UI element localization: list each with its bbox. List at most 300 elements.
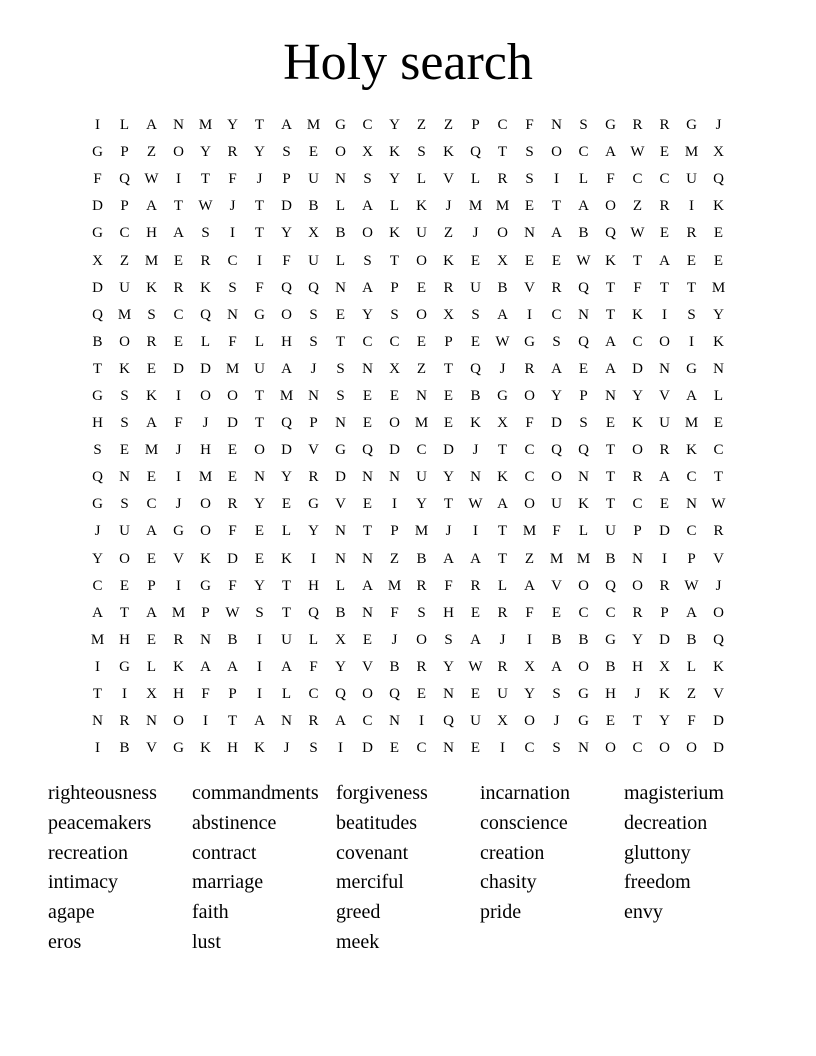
grid-letter: X (335, 631, 346, 648)
grid-letter: N (578, 740, 589, 757)
grid-letter: F (201, 686, 210, 703)
grid-letter: G (335, 442, 346, 459)
grid-letter: N (254, 469, 265, 486)
grid-letter: S (579, 415, 588, 432)
grid-letter: T (659, 279, 670, 296)
grid-letter: L (281, 523, 292, 540)
word-list-item: greed (336, 901, 381, 924)
grid-letter: T (362, 523, 373, 540)
grid-letter: M (171, 604, 186, 621)
grid-letter: N (308, 387, 319, 404)
grid-letter: Z (632, 198, 643, 215)
grid-letter: A (92, 604, 103, 621)
grid-letter: U (659, 415, 670, 432)
grid-letter: A (605, 360, 616, 377)
grid-letter: K (659, 686, 670, 703)
grid-letter: R (173, 631, 184, 648)
grid-letter: H (308, 577, 319, 594)
grid-letter: T (497, 442, 508, 459)
word-list-item: lust (192, 930, 221, 953)
grid-letter: S (687, 306, 696, 323)
grid-letter: F (606, 171, 615, 188)
grid-letter: N (713, 360, 724, 377)
grid-letter: S (525, 171, 534, 188)
grid-letter: H (605, 686, 616, 703)
grid-letter: B (92, 333, 103, 350)
grid-letter: A (362, 279, 373, 296)
grid-letter: G (497, 387, 508, 404)
grid-letter: E (173, 252, 184, 269)
grid-letter: K (200, 740, 211, 757)
grid-letter: G (173, 740, 184, 757)
grid-letter: Y (416, 496, 427, 513)
grid-letter: A (605, 333, 616, 350)
grid-letter: D (632, 360, 643, 377)
grid-letter: T (227, 713, 238, 730)
grid-letter: E (713, 415, 724, 432)
grid-letter: F (228, 577, 237, 594)
grid-letter: A (497, 306, 508, 323)
grid-letter: A (281, 360, 292, 377)
grid-letter: P (687, 550, 696, 567)
grid-letter: I (95, 658, 100, 675)
grid-letter: O (524, 387, 535, 404)
grid-letter: I (689, 198, 694, 215)
grid-letter: K (389, 144, 400, 161)
grid-letter: E (227, 442, 238, 459)
grid-letter: E (605, 713, 616, 730)
grid-letter: E (443, 415, 454, 432)
grid-letter: O (605, 740, 616, 757)
grid-letter: Y (254, 144, 265, 161)
grid-letter: H (146, 225, 157, 242)
grid-letter: N (470, 469, 481, 486)
grid-letter: E (389, 387, 400, 404)
grid-letter: S (228, 279, 237, 296)
word-list-item: abstinence (192, 811, 277, 834)
word-list-item: beatitudes (336, 811, 418, 834)
grid-letter: T (254, 198, 265, 215)
grid-letter: J (472, 442, 479, 459)
grid-letter: L (416, 171, 427, 188)
grid-letter: X (497, 415, 508, 432)
grid-letter: I (230, 225, 235, 242)
grid-letter: A (470, 550, 481, 567)
grid-letter: E (146, 550, 157, 567)
grid-letter: Q (308, 604, 319, 621)
grid-letter: Y (227, 117, 238, 134)
grid-letter: E (605, 415, 616, 432)
grid-letter: L (578, 171, 589, 188)
grid-letter: L (578, 523, 589, 540)
grid-letter: W (468, 496, 483, 513)
grid-letter: T (713, 469, 724, 486)
grid-letter: Q (281, 279, 292, 296)
grid-letter: N (389, 469, 400, 486)
grid-letter: N (362, 469, 373, 486)
grid-letter: R (308, 469, 319, 486)
grid-letter: R (659, 117, 670, 134)
grid-letter: F (255, 279, 264, 296)
grid-letter: G (254, 306, 265, 323)
grid-letter: L (389, 198, 400, 215)
grid-letter: N (659, 360, 670, 377)
grid-letter: U (470, 713, 481, 730)
grid-letter: F (309, 658, 318, 675)
grid-letter: M (684, 415, 699, 432)
grid-letter: A (281, 117, 292, 134)
grid-letter: T (497, 144, 508, 161)
grid-letter: S (552, 740, 561, 757)
grid-letter: M (144, 442, 159, 459)
grid-letter: O (551, 144, 562, 161)
grid-letter: V (551, 577, 562, 594)
grid-letter: B (335, 225, 346, 242)
grid-letter: E (281, 496, 292, 513)
grid-letter: R (686, 225, 697, 242)
grid-letter: C (92, 577, 103, 594)
grid-letter: U (470, 279, 481, 296)
grid-letter: Y (632, 631, 643, 648)
grid-letter: E (524, 198, 535, 215)
grid-letter: B (308, 198, 319, 215)
grid-letter: G (578, 713, 589, 730)
grid-letter: B (578, 225, 589, 242)
grid-letter: S (147, 306, 156, 323)
grid-letter: A (686, 387, 697, 404)
grid-letter: I (527, 306, 532, 323)
grid-letter: R (227, 144, 238, 161)
grid-letter: K (173, 658, 184, 675)
grid-letter: D (227, 415, 238, 432)
grid-letter: E (146, 631, 157, 648)
grid-letter: I (257, 631, 262, 648)
grid-letter: O (632, 442, 643, 459)
grid-letter: I (257, 252, 262, 269)
grid-letter: R (659, 577, 670, 594)
grid-letter: Z (146, 144, 157, 161)
grid-letter: E (443, 387, 454, 404)
grid-letter: H (443, 604, 454, 621)
word-list-item: pride (480, 901, 522, 924)
grid-letter: D (173, 360, 184, 377)
grid-letter: A (470, 631, 481, 648)
grid-letter: N (362, 550, 373, 567)
grid-letter: J (175, 442, 182, 459)
grid-letter: D (335, 469, 346, 486)
grid-letter: X (524, 658, 535, 675)
grid-letter: T (605, 469, 616, 486)
grid-letter: C (578, 604, 589, 621)
grid-letter: G (524, 333, 535, 350)
grid-letter: O (200, 496, 211, 513)
grid-letter: G (335, 117, 346, 134)
grid-letter: I (689, 333, 694, 350)
grid-letter: K (443, 144, 454, 161)
grid-letter: Y (551, 387, 562, 404)
grid-letter: K (389, 225, 400, 242)
word-list-item: contract (192, 841, 257, 864)
grid-letter: Y (659, 713, 670, 730)
grid-letter: D (551, 415, 562, 432)
grid-letter: V (308, 442, 319, 459)
grid-letter: N (362, 604, 373, 621)
grid-letter: X (713, 144, 724, 161)
grid-letter: F (633, 279, 642, 296)
grid-letter: T (632, 252, 643, 269)
grid-letter: E (335, 306, 346, 323)
grid-letter: T (200, 171, 211, 188)
grid-letter: O (173, 144, 184, 161)
grid-letter: G (200, 577, 211, 594)
grid-letter: S (552, 333, 561, 350)
grid-letter: V (659, 387, 670, 404)
grid-letter: I (176, 577, 181, 594)
grid-letter: C (362, 117, 373, 134)
grid-letter: M (144, 252, 159, 269)
word-list-item: forgiveness (336, 782, 428, 804)
grid-letter: K (416, 198, 427, 215)
grid-letter: P (579, 387, 588, 404)
grid-letter: D (713, 740, 724, 757)
grid-letter: M (387, 577, 402, 594)
grid-letter: E (659, 144, 670, 161)
grid-letter: I (554, 171, 559, 188)
grid-letter: Z (524, 550, 535, 567)
grid-letter: A (146, 415, 157, 432)
grid-letter: J (445, 523, 452, 540)
grid-letter: F (525, 117, 534, 134)
grid-letter: J (715, 577, 722, 594)
grid-letter: Y (524, 686, 535, 703)
grid-letter: E (686, 252, 697, 269)
grid-letter: W (144, 171, 159, 188)
grid-letter: B (470, 387, 481, 404)
grid-letter: E (416, 333, 427, 350)
grid-letter: N (443, 740, 454, 757)
grid-letter: E (254, 523, 265, 540)
grid-letter: G (605, 117, 616, 134)
grid-letter: A (551, 658, 562, 675)
grid-letter: S (120, 387, 129, 404)
grid-letter: C (632, 333, 643, 350)
grid-letter: H (281, 333, 292, 350)
grid-letter: B (416, 550, 427, 567)
grid-letter: Y (92, 550, 103, 567)
grid-letter: C (497, 117, 508, 134)
grid-letter: H (173, 686, 184, 703)
grid-letter: N (92, 713, 103, 730)
grid-letter: K (443, 252, 454, 269)
grid-letter: O (227, 387, 238, 404)
grid-letter: T (443, 360, 454, 377)
grid-letter: U (281, 631, 292, 648)
grid-letter: U (308, 252, 319, 269)
grid-letter: E (578, 360, 589, 377)
grid-letter: M (495, 198, 510, 215)
grid-letter: M (414, 415, 429, 432)
grid-letter: T (254, 117, 265, 134)
grid-letter: C (362, 713, 373, 730)
grid-letter: O (254, 442, 265, 459)
grid-letter: T (335, 333, 346, 350)
grid-letter: F (174, 415, 183, 432)
grid-letter: O (497, 225, 508, 242)
grid-letter: Y (362, 306, 373, 323)
grid-letter: H (632, 658, 643, 675)
grid-letter: I (419, 713, 424, 730)
grid-letter: T (92, 686, 103, 703)
grid-letter: R (524, 360, 535, 377)
grid-letter: E (173, 333, 184, 350)
grid-letter: I (95, 740, 100, 757)
grid-letter: C (389, 333, 400, 350)
grid-letter: N (335, 415, 346, 432)
grid-letter: Q (281, 415, 292, 432)
grid-letter: K (605, 252, 616, 269)
grid-letter: O (389, 415, 400, 432)
grid-letter: N (578, 469, 589, 486)
grid-letter: T (254, 387, 265, 404)
grid-letter: A (362, 577, 373, 594)
grid-letter: Z (443, 117, 454, 134)
word-list-item: covenant (336, 841, 409, 864)
grid-letter: R (146, 333, 157, 350)
grid-letter: O (551, 469, 562, 486)
grid-letter: A (254, 713, 265, 730)
grid-letter: K (713, 658, 724, 675)
grid-letter: S (363, 171, 372, 188)
grid-letter: J (634, 686, 641, 703)
grid-letter: P (120, 144, 129, 161)
grid-letter: C (605, 604, 616, 621)
grid-letter: C (362, 333, 373, 350)
word-list-item: meek (336, 930, 380, 953)
grid-letter: R (416, 658, 427, 675)
grid-letter: K (281, 550, 292, 567)
grid-letter: M (306, 117, 321, 134)
grid-letter: O (605, 198, 616, 215)
grid-letter: K (713, 333, 724, 350)
grid-letter: X (443, 306, 454, 323)
grid-letter: G (686, 360, 697, 377)
grid-letter: A (227, 658, 238, 675)
grid-letter: A (173, 225, 184, 242)
grid-letter: O (578, 658, 589, 675)
grid-letter: D (362, 740, 373, 757)
grid-letter: P (633, 523, 642, 540)
grid-letter: I (176, 387, 181, 404)
grid-letter: F (228, 333, 237, 350)
grid-letter: Q (578, 442, 589, 459)
grid-letter: L (335, 577, 346, 594)
grid-letter: F (525, 415, 534, 432)
word-list-item: incarnation (480, 782, 570, 804)
grid-letter: A (659, 252, 670, 269)
grid-letter: N (119, 469, 130, 486)
grid-letter: L (497, 577, 508, 594)
grid-letter: F (390, 604, 399, 621)
grid-letter: M (117, 306, 132, 323)
grid-letter: N (173, 117, 184, 134)
grid-letter: I (338, 740, 343, 757)
grid-letter: P (660, 604, 669, 621)
grid-letter: N (524, 225, 535, 242)
grid-letter: M (414, 523, 429, 540)
grid-letter: Q (578, 279, 589, 296)
grid-letter: P (201, 604, 210, 621)
grid-letter: D (281, 198, 292, 215)
grid-letter: B (578, 631, 589, 648)
grid-letter: I (176, 469, 181, 486)
grid-letter: N (335, 550, 346, 567)
word-list-item: magisterium (624, 782, 724, 804)
grid-letter: Q (443, 713, 454, 730)
grid-letter: Y (308, 523, 319, 540)
grid-letter: S (255, 604, 264, 621)
grid-letter: A (551, 360, 562, 377)
grid-letter: T (497, 550, 508, 567)
grid-letter: K (632, 415, 643, 432)
grid-letter: F (525, 604, 534, 621)
word-list-item: peacemakers (48, 811, 152, 834)
grid-letter: Q (713, 171, 724, 188)
grid-letter: I (392, 496, 397, 513)
grid-letter: N (281, 713, 292, 730)
grid-letter: E (416, 686, 427, 703)
grid-letter: W (630, 144, 645, 161)
grid-letter: M (279, 387, 294, 404)
grid-letter: N (578, 306, 589, 323)
grid-letter: E (713, 225, 724, 242)
grid-letter: K (686, 442, 697, 459)
grid-letter: L (119, 117, 130, 134)
grid-letter: S (363, 252, 372, 269)
grid-letter: W (711, 496, 726, 513)
grid-letter: I (473, 523, 478, 540)
grid-letter: U (416, 469, 427, 486)
grid-letter: V (362, 658, 373, 675)
grid-letter: S (336, 387, 345, 404)
grid-letter: S (336, 360, 345, 377)
grid-letter: P (120, 198, 129, 215)
grid-letter: O (524, 713, 535, 730)
grid-letter: U (254, 360, 265, 377)
grid-letter: O (281, 306, 292, 323)
grid-letter: P (390, 279, 399, 296)
grid-letter: E (254, 550, 265, 567)
grid-letter: H (92, 415, 103, 432)
grid-letter: Q (335, 686, 346, 703)
word-list-item: chasity (480, 871, 537, 894)
grid-letter: R (416, 577, 427, 594)
grid-letter: Y (713, 306, 724, 323)
grid-letter: Y (281, 469, 292, 486)
grid-letter: Y (632, 387, 643, 404)
word-list-item: faith (192, 901, 229, 924)
grid-letter: R (659, 442, 670, 459)
grid-letter: U (119, 523, 130, 540)
grid-letter: A (443, 550, 454, 567)
grid-letter: D (92, 279, 103, 296)
grid-letter: Q (578, 333, 589, 350)
grid-letter: B (389, 658, 400, 675)
grid-letter: X (497, 252, 508, 269)
grid-letter: S (579, 117, 588, 134)
grid-letter: L (281, 686, 292, 703)
grid-letter: I (662, 550, 667, 567)
grid-letter: R (632, 604, 643, 621)
